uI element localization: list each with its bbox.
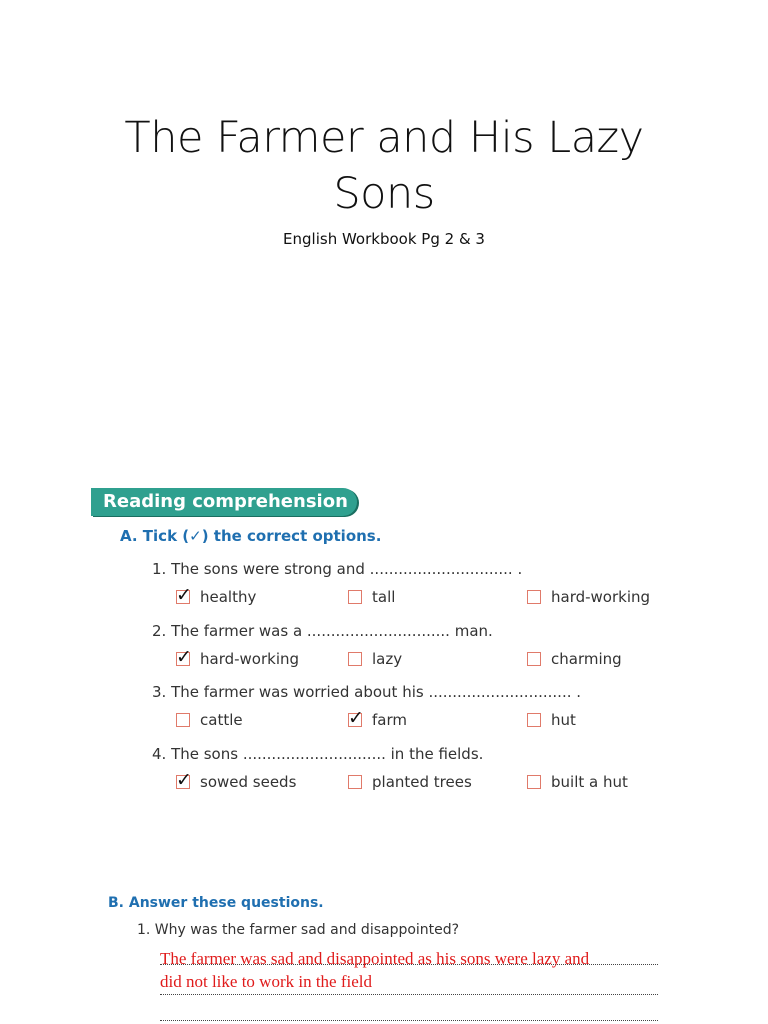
handwritten-answer-line-1: The farmer was sad and disappointed as his sons were lazy and [160, 949, 590, 968]
q4-option-2[interactable] [348, 771, 472, 793]
section-b-heading: B. Answer these questions. [108, 895, 324, 911]
q3-option-3[interactable] [527, 709, 576, 731]
title-line-2: Sons [333, 169, 435, 219]
checkbox[interactable] [527, 775, 541, 789]
tick-icon: ✓ [176, 646, 192, 668]
q2-option-1[interactable] [176, 648, 299, 670]
reading-comprehension-banner [91, 488, 357, 516]
q2-option-3[interactable] [527, 648, 622, 670]
section-b-question-1: 1. Why was the farmer sad and disappointed? [137, 922, 460, 938]
q4-option-3[interactable] [527, 771, 628, 793]
checkbox[interactable] [527, 652, 541, 666]
checkbox[interactable] [176, 584, 192, 606]
section-a-heading: A. Tick (✓) the correct options. [120, 527, 382, 545]
option-label: cattle [200, 711, 243, 729]
title-line-1: The Farmer and His Lazy [124, 113, 644, 163]
q1-option-1[interactable] [176, 586, 256, 608]
checkbox[interactable] [348, 590, 362, 604]
question-1-text: 1. The sons were strong and .............................. . [152, 560, 523, 578]
checkbox[interactable] [527, 713, 541, 727]
checkbox[interactable] [348, 652, 362, 666]
checkbox[interactable] [527, 590, 541, 604]
tick-icon: ✓ [176, 769, 192, 791]
checkbox[interactable] [176, 713, 190, 727]
option-label: built a hut [551, 773, 628, 791]
option-label: hard-working [551, 588, 651, 606]
handwritten-answer-line-2: did not like to work in the field [160, 972, 372, 991]
checkbox[interactable] [348, 707, 364, 729]
option-label: lazy [372, 650, 403, 668]
banner-label: Reading comprehension [103, 491, 348, 512]
answer-dotted-line-3 [160, 1020, 658, 1021]
question-3-text: 3. The farmer was worried about his .............................. . [152, 683, 582, 701]
q2-option-2[interactable] [348, 648, 402, 670]
q1-option-3[interactable] [527, 586, 650, 608]
checkbox[interactable] [176, 646, 192, 668]
q3-option-1[interactable] [176, 709, 243, 731]
q3-option-2[interactable] [348, 709, 407, 731]
answer-dotted-line-2 [160, 994, 658, 995]
tick-icon: ✓ [348, 707, 364, 729]
option-label: healthy [200, 588, 257, 606]
option-label: hut [551, 711, 576, 729]
option-label: hard-working [200, 650, 300, 668]
question-4-text: 4. The sons .............................. in the fields. [152, 745, 484, 763]
document-title [0, 110, 768, 222]
option-label: planted trees [372, 773, 472, 791]
option-label: tall [372, 588, 396, 606]
q1-option-2[interactable] [348, 586, 395, 608]
tick-icon: ✓ [176, 584, 192, 606]
q4-option-1[interactable] [176, 771, 296, 793]
option-label: farm [372, 711, 407, 729]
option-label: charming [551, 650, 622, 668]
checkbox[interactable] [176, 769, 192, 791]
document-subtitle: English Workbook Pg 2 & 3 [283, 230, 485, 248]
option-label: sowed seeds [200, 773, 297, 791]
checkbox[interactable] [348, 775, 362, 789]
question-2-text: 2. The farmer was a .............................. man. [152, 622, 493, 640]
